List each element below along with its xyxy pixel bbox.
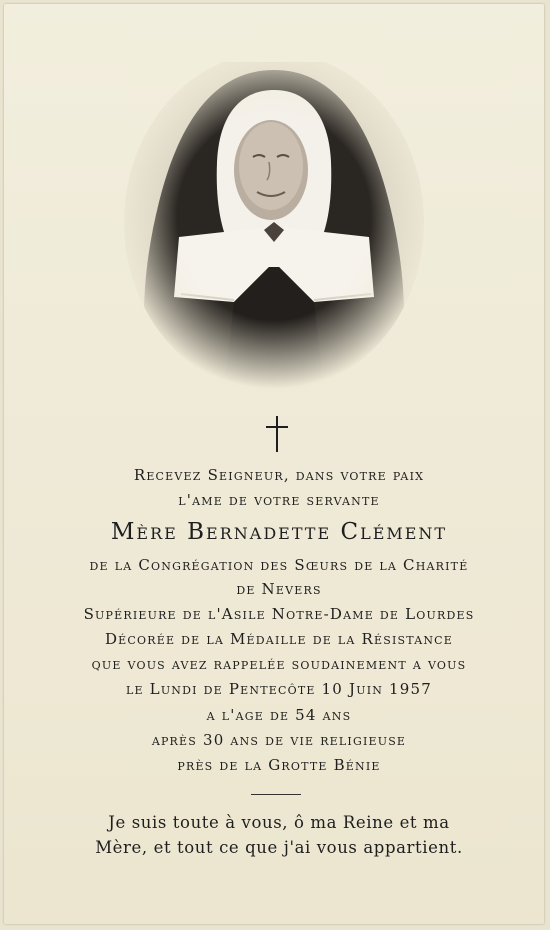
divider (251, 794, 301, 795)
nun-portrait (119, 62, 429, 392)
line-superior: Supérieure de l'Asile Notre-Dame de Lourdes (83, 605, 475, 623)
line-recalled: que vous avez rappelée soudainement a vous (91, 655, 467, 673)
line-date: le Lundi de Pentecôte 10 Juin 1957 (125, 680, 433, 698)
line-years: après 30 ans de vie religieuse (151, 731, 407, 749)
line-soul: l'ame de votre servante (178, 491, 380, 509)
line-nevers: de Nevers (236, 580, 322, 598)
prayer-line-1: Je suis toute à vous, ô ma Reine et ma (108, 813, 450, 832)
line-grotto: près de la Grotte Bénie (177, 756, 381, 774)
memorial-card (4, 4, 544, 924)
cross-icon (262, 414, 292, 454)
prayer-line-2: Mère, et tout ce que j'ai vous appartient. (95, 838, 463, 857)
line-decoration: Décorée de la Médaille de la Résistance (104, 630, 454, 648)
deceased-name: Mère Bernadette Clément (110, 519, 448, 545)
line-age: a l'age de 54 ans (206, 706, 352, 724)
line-congregation: de la Congrégation des Sœurs de la Charité (89, 556, 469, 574)
line-receive: Recevez Seigneur, dans votre paix (133, 466, 425, 484)
